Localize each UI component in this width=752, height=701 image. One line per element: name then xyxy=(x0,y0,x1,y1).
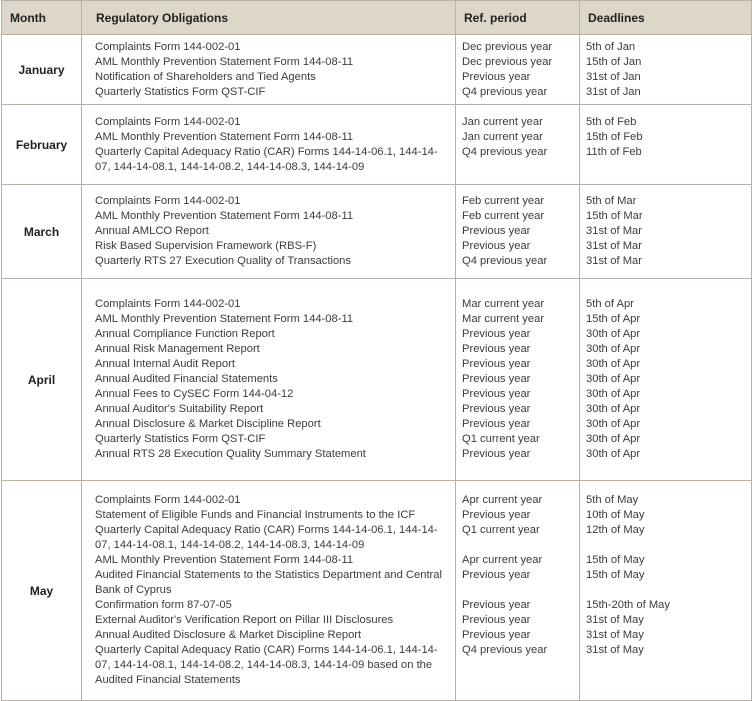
deadline-item: 10th of May xyxy=(586,509,645,521)
deadline-item: 30th of Apr xyxy=(586,328,641,340)
ref-period-item: Feb current year xyxy=(462,210,545,222)
ref-cell xyxy=(456,481,580,701)
deadline-item: 15th of Mar xyxy=(586,210,643,222)
ref-cell xyxy=(456,185,580,279)
deadlines-cell xyxy=(580,279,752,481)
obligations-cell xyxy=(82,185,456,279)
ref-period-item: Previous year xyxy=(462,418,531,430)
deadline-item: 15th of Jan xyxy=(586,55,642,68)
obligation-item: Quarterly Capital Adequacy Ratio (CAR) Forms 144-14-06.1, 144-14-07, 144-14-08.1, 144-14-08.2, 144-14-08.3, 144-14-09 based on the Audited Financial Statements xyxy=(95,644,438,686)
obligation-item: Annual Risk Management Report xyxy=(95,343,260,355)
obligation-item: AML Monthly Prevention Statement Form 144-08-11 xyxy=(95,554,354,566)
deadlines-list xyxy=(586,297,745,462)
obligation-item: Annual Audited Financial Statements xyxy=(95,373,278,385)
month-cell: April xyxy=(2,279,82,481)
obligation-item: Quarterly Capital Adequacy Ratio (CAR) Forms 144-14-06.1, 144-14-07, 144-14-08.1, 144-14-08.2, 144-14-08.3, 144-14-09 xyxy=(95,524,438,551)
deadline-item: 5th of Feb xyxy=(586,115,637,128)
deadline-item: 30th of Apr xyxy=(586,403,641,415)
deadline-item: 30th of Apr xyxy=(586,358,641,370)
obligation-item: Annual Internal Audit Report xyxy=(95,358,235,370)
obligation-item: Confirmation form 87-07-05 xyxy=(95,599,232,611)
obligations-list xyxy=(95,194,449,269)
table-row xyxy=(2,481,752,701)
deadline-item: 15th of Feb xyxy=(586,130,643,143)
obligation-item: Annual Disclosure & Market Discipline Report xyxy=(95,418,321,430)
ref-period-item: Q1 current year xyxy=(462,524,540,536)
month-cell: March xyxy=(2,185,82,279)
ref-period-item: Q4 previous year xyxy=(462,255,548,267)
deadlines-list xyxy=(586,40,745,100)
deadlines-list xyxy=(586,194,745,269)
obligation-item: Annual AMLCO Report xyxy=(95,225,209,237)
obligation-item: AML Monthly Prevention Statement Form 144-08-11 xyxy=(95,313,354,325)
ref-period-item: Previous year xyxy=(462,403,531,415)
obligations-list xyxy=(95,493,449,688)
deadline-item: 11th of Feb xyxy=(586,145,642,158)
header-deadlines: Deadlines xyxy=(580,1,752,35)
obligation-item: Annual Audited Disclosure & Market Discipline Report xyxy=(95,629,362,641)
table-row xyxy=(2,105,752,185)
regulatory-obligations-table xyxy=(1,0,752,701)
ref-list xyxy=(462,40,573,100)
month-cell: February xyxy=(2,105,82,185)
ref-period-item: Previous year xyxy=(462,240,531,252)
ref-period-item: Mar current year xyxy=(462,313,545,325)
deadline-item: 30th of Apr xyxy=(586,373,641,385)
month-cell: May xyxy=(2,481,82,701)
ref-period-item: Q4 previous year xyxy=(462,644,548,656)
obligation-item: Quarterly Capital Adequacy Ratio (CAR) Forms 144-14-06.1, 144-14-07, 144-14-08.1, 144-14-08.2, 144-14-08.3, 144-14-09 xyxy=(95,145,438,173)
deadlines-cell xyxy=(580,185,752,279)
deadline-item: 15th of May xyxy=(586,569,645,581)
ref-list xyxy=(462,493,573,688)
table-header-row xyxy=(2,1,752,35)
obligation-item: Quarterly RTS 27 Execution Quality of Transactions xyxy=(95,255,351,267)
obligation-item: AML Monthly Prevention Statement Form 144-08-11 xyxy=(95,130,354,143)
deadline-item: 5th of Apr xyxy=(586,298,634,310)
deadline-item: 31st of Mar xyxy=(586,255,642,267)
header-obligations: Regulatory Obligations xyxy=(82,1,456,35)
ref-period-item: Q1 current year xyxy=(462,433,540,445)
ref-period-item: Q4 previous year xyxy=(462,145,548,158)
ref-period-item: Previous year xyxy=(462,388,531,400)
ref-period-item: Apr current year xyxy=(462,494,543,506)
deadline-item: 30th of Apr xyxy=(586,418,641,430)
obligation-item: Annual Fees to CySEC Form 144-04-12 xyxy=(95,388,294,400)
table-row xyxy=(2,35,752,105)
ref-period-item: Apr current year xyxy=(462,554,543,566)
ref-period-item: Previous year xyxy=(462,599,531,611)
obligation-item: Risk Based Supervision Framework (RBS-F) xyxy=(95,240,317,252)
deadline-item: 5th of Mar xyxy=(586,195,637,207)
month-cell: January xyxy=(2,35,82,105)
ref-period-item: Jan current year xyxy=(462,115,543,128)
ref-period-item: Previous year xyxy=(462,509,531,521)
ref-period-item: Previous year xyxy=(462,328,531,340)
deadline-item: 31st of May xyxy=(586,629,644,641)
obligations-cell xyxy=(82,105,456,185)
obligation-item: Complaints Form 144-002-01 xyxy=(95,115,241,128)
ref-period-item: Previous year xyxy=(462,569,531,581)
deadline-item: 30th of Apr xyxy=(586,448,641,460)
ref-period-item: Previous year xyxy=(462,629,531,641)
deadlines-cell xyxy=(580,105,752,185)
ref-period-item: Previous year xyxy=(462,70,531,83)
deadline-item: 31st of Jan xyxy=(586,70,641,83)
table-row xyxy=(2,279,752,481)
ref-list xyxy=(462,194,573,269)
obligation-item: Notification of Shareholders and Tied Agents xyxy=(95,70,316,83)
deadline-item: 15th of May xyxy=(586,554,645,566)
ref-period-item: Dec previous year xyxy=(462,55,553,68)
deadline-item: 12th of May xyxy=(586,524,645,536)
deadline-item: 30th of Apr xyxy=(586,343,641,355)
obligation-item: Annual RTS 28 Execution Quality Summary Statement xyxy=(95,448,366,460)
obligation-item: Annual Compliance Function Report xyxy=(95,328,275,340)
deadline-item: 5th of Jan xyxy=(586,40,636,53)
deadline-item: 31st of Mar xyxy=(586,225,642,237)
ref-period-item: Previous year xyxy=(462,373,531,385)
obligations-cell xyxy=(82,481,456,701)
obligation-item: Annual Auditor's Suitability Report xyxy=(95,403,264,415)
obligation-item: Complaints Form 144-002-01 xyxy=(95,298,241,310)
deadline-item: 31st of May xyxy=(586,614,644,626)
obligation-item: Quarterly Statistics Form QST-CIF xyxy=(95,433,266,445)
ref-cell xyxy=(456,279,580,481)
ref-period-item: Previous year xyxy=(462,225,531,237)
deadline-item: 31st of May xyxy=(586,644,644,656)
obligation-item: External Auditor's Verification Report on Pillar III Disclosures xyxy=(95,614,394,626)
obligation-item: Audited Financial Statements to the Statistics Department and Central Bank of Cyprus xyxy=(95,569,442,596)
ref-period-item: Mar current year xyxy=(462,298,545,310)
obligation-item: Complaints Form 144-002-01 xyxy=(95,494,241,506)
deadlines-cell xyxy=(580,481,752,701)
ref-period-item: Jan current year xyxy=(462,130,543,143)
deadlines-list xyxy=(586,493,745,688)
ref-period-item: Previous year xyxy=(462,358,531,370)
obligation-item: Complaints Form 144-002-01 xyxy=(95,40,241,53)
header-ref-period: Ref. period xyxy=(456,1,580,35)
obligations-list xyxy=(95,297,449,462)
table-row xyxy=(2,185,752,279)
obligation-item: AML Monthly Prevention Statement Form 144-08-11 xyxy=(95,210,354,222)
ref-period-item: Dec previous year xyxy=(462,40,553,53)
obligation-item: Statement of Eligible Funds and Financial Instruments to the ICF xyxy=(95,509,416,521)
deadline-item: 31st of Jan xyxy=(586,85,641,98)
deadline-item: 15th-20th of May xyxy=(586,599,670,611)
obligation-item: AML Monthly Prevention Statement Form 144-08-11 xyxy=(95,55,354,68)
obligations-list xyxy=(95,115,449,175)
deadlines-cell xyxy=(580,35,752,105)
deadline-item: 15th of Apr xyxy=(586,313,641,325)
ref-period-item: Previous year xyxy=(462,614,531,626)
obligations-cell xyxy=(82,35,456,105)
deadline-item: 30th of Apr xyxy=(586,433,641,445)
obligations-cell xyxy=(82,279,456,481)
obligation-item: Complaints Form 144-002-01 xyxy=(95,195,241,207)
ref-period-item: Feb current year xyxy=(462,195,545,207)
deadline-item: 5th of May xyxy=(586,494,639,506)
ref-cell xyxy=(456,105,580,185)
ref-period-item: Previous year xyxy=(462,343,531,355)
deadlines-list xyxy=(586,115,745,175)
ref-cell xyxy=(456,35,580,105)
ref-period-item: Previous year xyxy=(462,448,531,460)
ref-list xyxy=(462,297,573,462)
ref-period-item: Q4 previous year xyxy=(462,85,548,98)
obligations-list xyxy=(95,40,449,100)
deadline-item: 30th of Apr xyxy=(586,388,641,400)
header-month: Month xyxy=(2,1,82,35)
ref-list xyxy=(462,115,573,175)
deadline-item: 31st of Mar xyxy=(586,240,642,252)
obligation-item: Quarterly Statistics Form QST-CIF xyxy=(95,85,266,98)
